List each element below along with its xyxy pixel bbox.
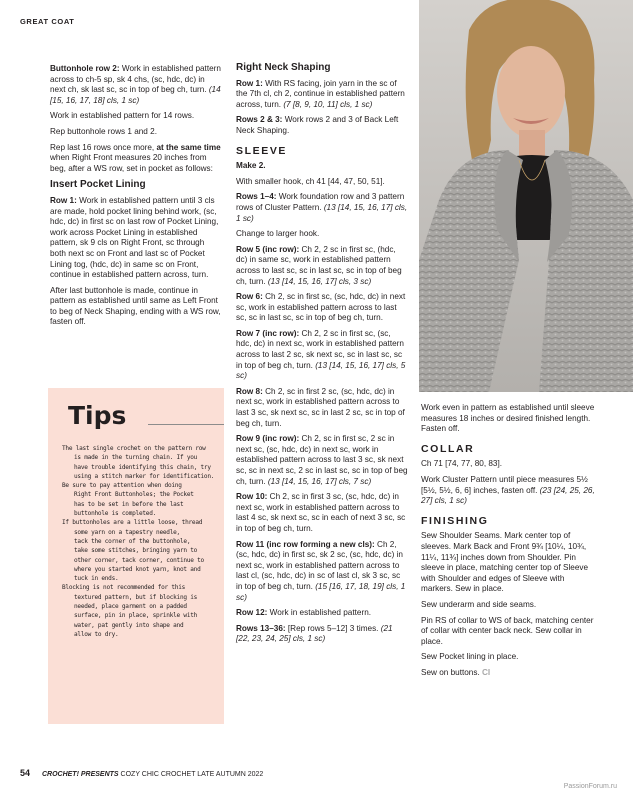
tips-line: take some stitches, bringing yarn to [74, 547, 198, 555]
pocket-row-1: Row 1: Work in established pattern until 3 cls are made, hold pocket lining behind work, (sc, hdc, dc) in first sc on last row of Pocket Lining, work across Pocket Lining in established pattern, sk 9 cls on Right Front, sc through both next sc on Front and last sc of Pocket Lining tog, (hdc, dc) in same sc on Front, continue in established pattern across, turn. [50, 195, 219, 280]
page-footer [20, 768, 263, 778]
finishing-1: Sew Shoulder Seams. Mark center top of sleeves. Mark Back and Front 9¾ [10¼, 10¾, 11¼, 11¾] inches down from Shoulder. Pin sleeve in place, matching center top of Sleeve with Shoulder and edges of Sleeve with markers. Sew in place. [421, 531, 589, 594]
model-wearing-coat-image [419, 0, 633, 392]
tips-title: Tips [68, 401, 127, 430]
publication-name: CROCHET! PRESENTS [41, 771, 119, 778]
tips-line: other corner, tack corner, continue to [74, 556, 204, 564]
tips-line: If buttonholes are a little loose, thread [62, 519, 203, 527]
collar-pattern: Work Cluster Pattern until piece measures 5½ [5½, 5½, 6, 6] inches, fasten off. (23 [24, 25, 26, 27] cls, 1 sc) [421, 474, 595, 506]
page-number: 54 [20, 768, 31, 778]
sleeve-row-5: Row 5 (inc row): Ch 2, 2 sc in first sc, (hdc, dc) in same sc, work in established pattern across to last sc, sc in last sc, sc in top of beg ch, turn. (13 [14, 15, 16, 17] cls, 3 sc) [236, 244, 402, 286]
tips-line: needed, place garment on a padded [74, 603, 187, 611]
tips-line: surface, pin in place, sprinkle with [74, 612, 198, 620]
column-1 [50, 64, 222, 333]
model-photo [419, 0, 633, 392]
tips-line: tuck in ends. [74, 575, 119, 583]
tips-line: allow to dry. [74, 630, 119, 638]
work-14-rows: Work in established pattern for 14 rows. [50, 111, 195, 121]
tips-line: buttonhole is completed. [74, 510, 157, 518]
tips-line: where you started knot yarn, knot and [74, 565, 201, 573]
tips-line: some yarn on a tapestry needle, [74, 528, 180, 536]
make-2: Make 2. [236, 161, 266, 171]
sleeve-row-11: Row 11 (inc row forming a new cls): Ch 2, (sc, hdc, dc) in first sc, sk 2 sc, (sc, hdc, dc) in next sc, work in established pattern across to last cl, (sc, hdc, dc) in sc of last cl, sk 3 sc, sc in top of beg ch, turn. (15 [16, 17, 18, 19] cls, 1 sc) [236, 539, 406, 602]
section-header: GREAT COAT [20, 17, 75, 26]
watermark: PassionForum.ru [563, 783, 617, 790]
sleeve-rows-1-4: Rows 1–4: Work foundation row and 3 pattern rows of Cluster Pattern. (13 [14, 15, 16, 17] cls, 1 sc) [236, 192, 408, 223]
collar-chain: Ch 71 [74, 77, 80, 83]. [421, 459, 503, 469]
change-hook: Change to larger hook. [236, 229, 320, 239]
finishing-heading: FINISHING [421, 514, 489, 527]
column-2 [236, 63, 408, 650]
tips-body [62, 444, 218, 639]
right-neck-heading: Right Neck Shaping [236, 62, 331, 73]
neck-rows-2-3: Rows 2 & 3: Work rows 2 and 3 of Back Left Neck Shaping. [236, 115, 399, 135]
sleeve-row-9: Row 9 (inc row): Ch 2, sc in first sc, 2 sc in next sc, (sc, hdc, dc) in next sc, work in established pattern across to last 3 sc, sk next sc, sc in next sc, 2 sc in last sc, sc in top of beg ch, turn. (13 [14, 15, 16, 17] cls, 7 sc) [236, 434, 408, 486]
sleeve-row-10: Row 10: Ch 2, sc in first 3 sc, (sc, hdc, dc) in next sc, work in established pattern across to last 4 sc, sk next sc, sc in each of next 3 sc, sc in top of beg ch, turn. [236, 492, 406, 533]
neck-row-1: Row 1: With RS facing, join yarn in the sc of the 7th cl, ch 2, continue in established pattern across, turn. (7 [8, 9, 10, 11] cls, 1 sc) [236, 78, 405, 109]
tips-line: tack the corner of the buttonhole, [74, 537, 191, 545]
tips-line: textured pattern, but if blocking is [74, 593, 198, 601]
tips-line: The last single crochet on the pattern row [62, 445, 206, 452]
tips-line: Blocking is not recommended for this [62, 584, 186, 592]
finishing-5: Sew on buttons. CI [421, 667, 491, 677]
tips-box [48, 388, 224, 724]
sleeve-foundation: With smaller hook, ch 41 [44, 47, 50, 51]. [236, 176, 385, 186]
collar-heading: COLLAR [421, 442, 475, 455]
finishing-4: Sew Pocket lining in place. [421, 652, 519, 662]
after-last-buttonhole: After last buttonhole is made, continue in pattern as established until same as Left Front to beg of Neck Shaping, ending with a WS row, fasten off. [50, 285, 221, 327]
buttonhole-row-2: Buttonhole row 2: Work in established pattern across to ch-5 sp, sk 4 chs, (sc, hdc, dc) in next ch, sk last sc, sc in top of beg ch, turn. (14 [15, 16, 17, 18] cls, 1 sc) [50, 64, 221, 105]
issue-name: COZY CHIC CROCHET LATE AUTUMN 2022 [120, 771, 264, 778]
tips-line: Be sure to pay attention when doing [62, 482, 182, 490]
tips-line: has to be set in before the last [74, 500, 184, 508]
sleeve-heading: SLEEVE [236, 144, 288, 157]
finishing-3: Pin RS of collar to WS of back, matching center of collar with center back neck. Sew collar in place. [421, 615, 594, 646]
end-mark-icon: CI [482, 667, 491, 677]
sleeve-finish: Work even in pattern as established until sleeve measures 18 inches or desired finished length. Fasten off. [421, 403, 595, 434]
finishing-2: Sew underarm and side seams. [421, 599, 537, 609]
tips-line: water, pat gently into shape and [74, 621, 184, 629]
insert-pocket-heading: Insert Pocket Lining [50, 179, 146, 191]
sleeve-rows-13-36: Rows 13–36: [Rep rows 5–12] 3 times. (21 [22, 23, 24, 25] cls, 1 sc) [236, 623, 393, 644]
tips-line: is made in the turning chain. If you [74, 454, 198, 462]
sleeve-row-8: Row 8: Ch 2, sc in first 2 sc, (sc, hdc, dc) in next sc, work in established pattern across to last 3 sc, sk next sc, sc in last 2 sc, sc in top of beg ch, turn. [236, 386, 405, 428]
sleeve-row-12: Row 12: Work in established pattern. [236, 608, 372, 618]
rep-buttonhole-rows: Rep buttonhole rows 1 and 2. [50, 126, 157, 136]
rep-last-16-rows: Rep last 16 rows once more, at the same time when Right Front measures 20 inches from beg, after a WS row, set in pocket as follows: [50, 142, 221, 173]
tips-line: using a stitch marker for identification. [74, 472, 215, 480]
tips-line: Right Front Buttonholes; the Pocket [74, 491, 194, 499]
sleeve-row-7: Row 7 (inc row): Ch 2, 2 sc in first sc, (sc, hdc, dc) in next sc, work in established pattern across to last 2 sc, sk next sc, sc in last sc, sc in top of beg ch, turn. (13 [14, 15, 16, 17] cls, 5 sc) [236, 328, 406, 381]
tips-line: have trouble identifying this chain, try [74, 463, 211, 471]
tips-divider [148, 424, 224, 425]
column-3 [421, 403, 596, 683]
sleeve-row-6: Row 6: Ch 2, sc in first sc, (sc, hdc, dc) in next sc, work in established pattern across to last sc, sc in last sc, sc in top of beg ch, turn. [236, 292, 406, 323]
